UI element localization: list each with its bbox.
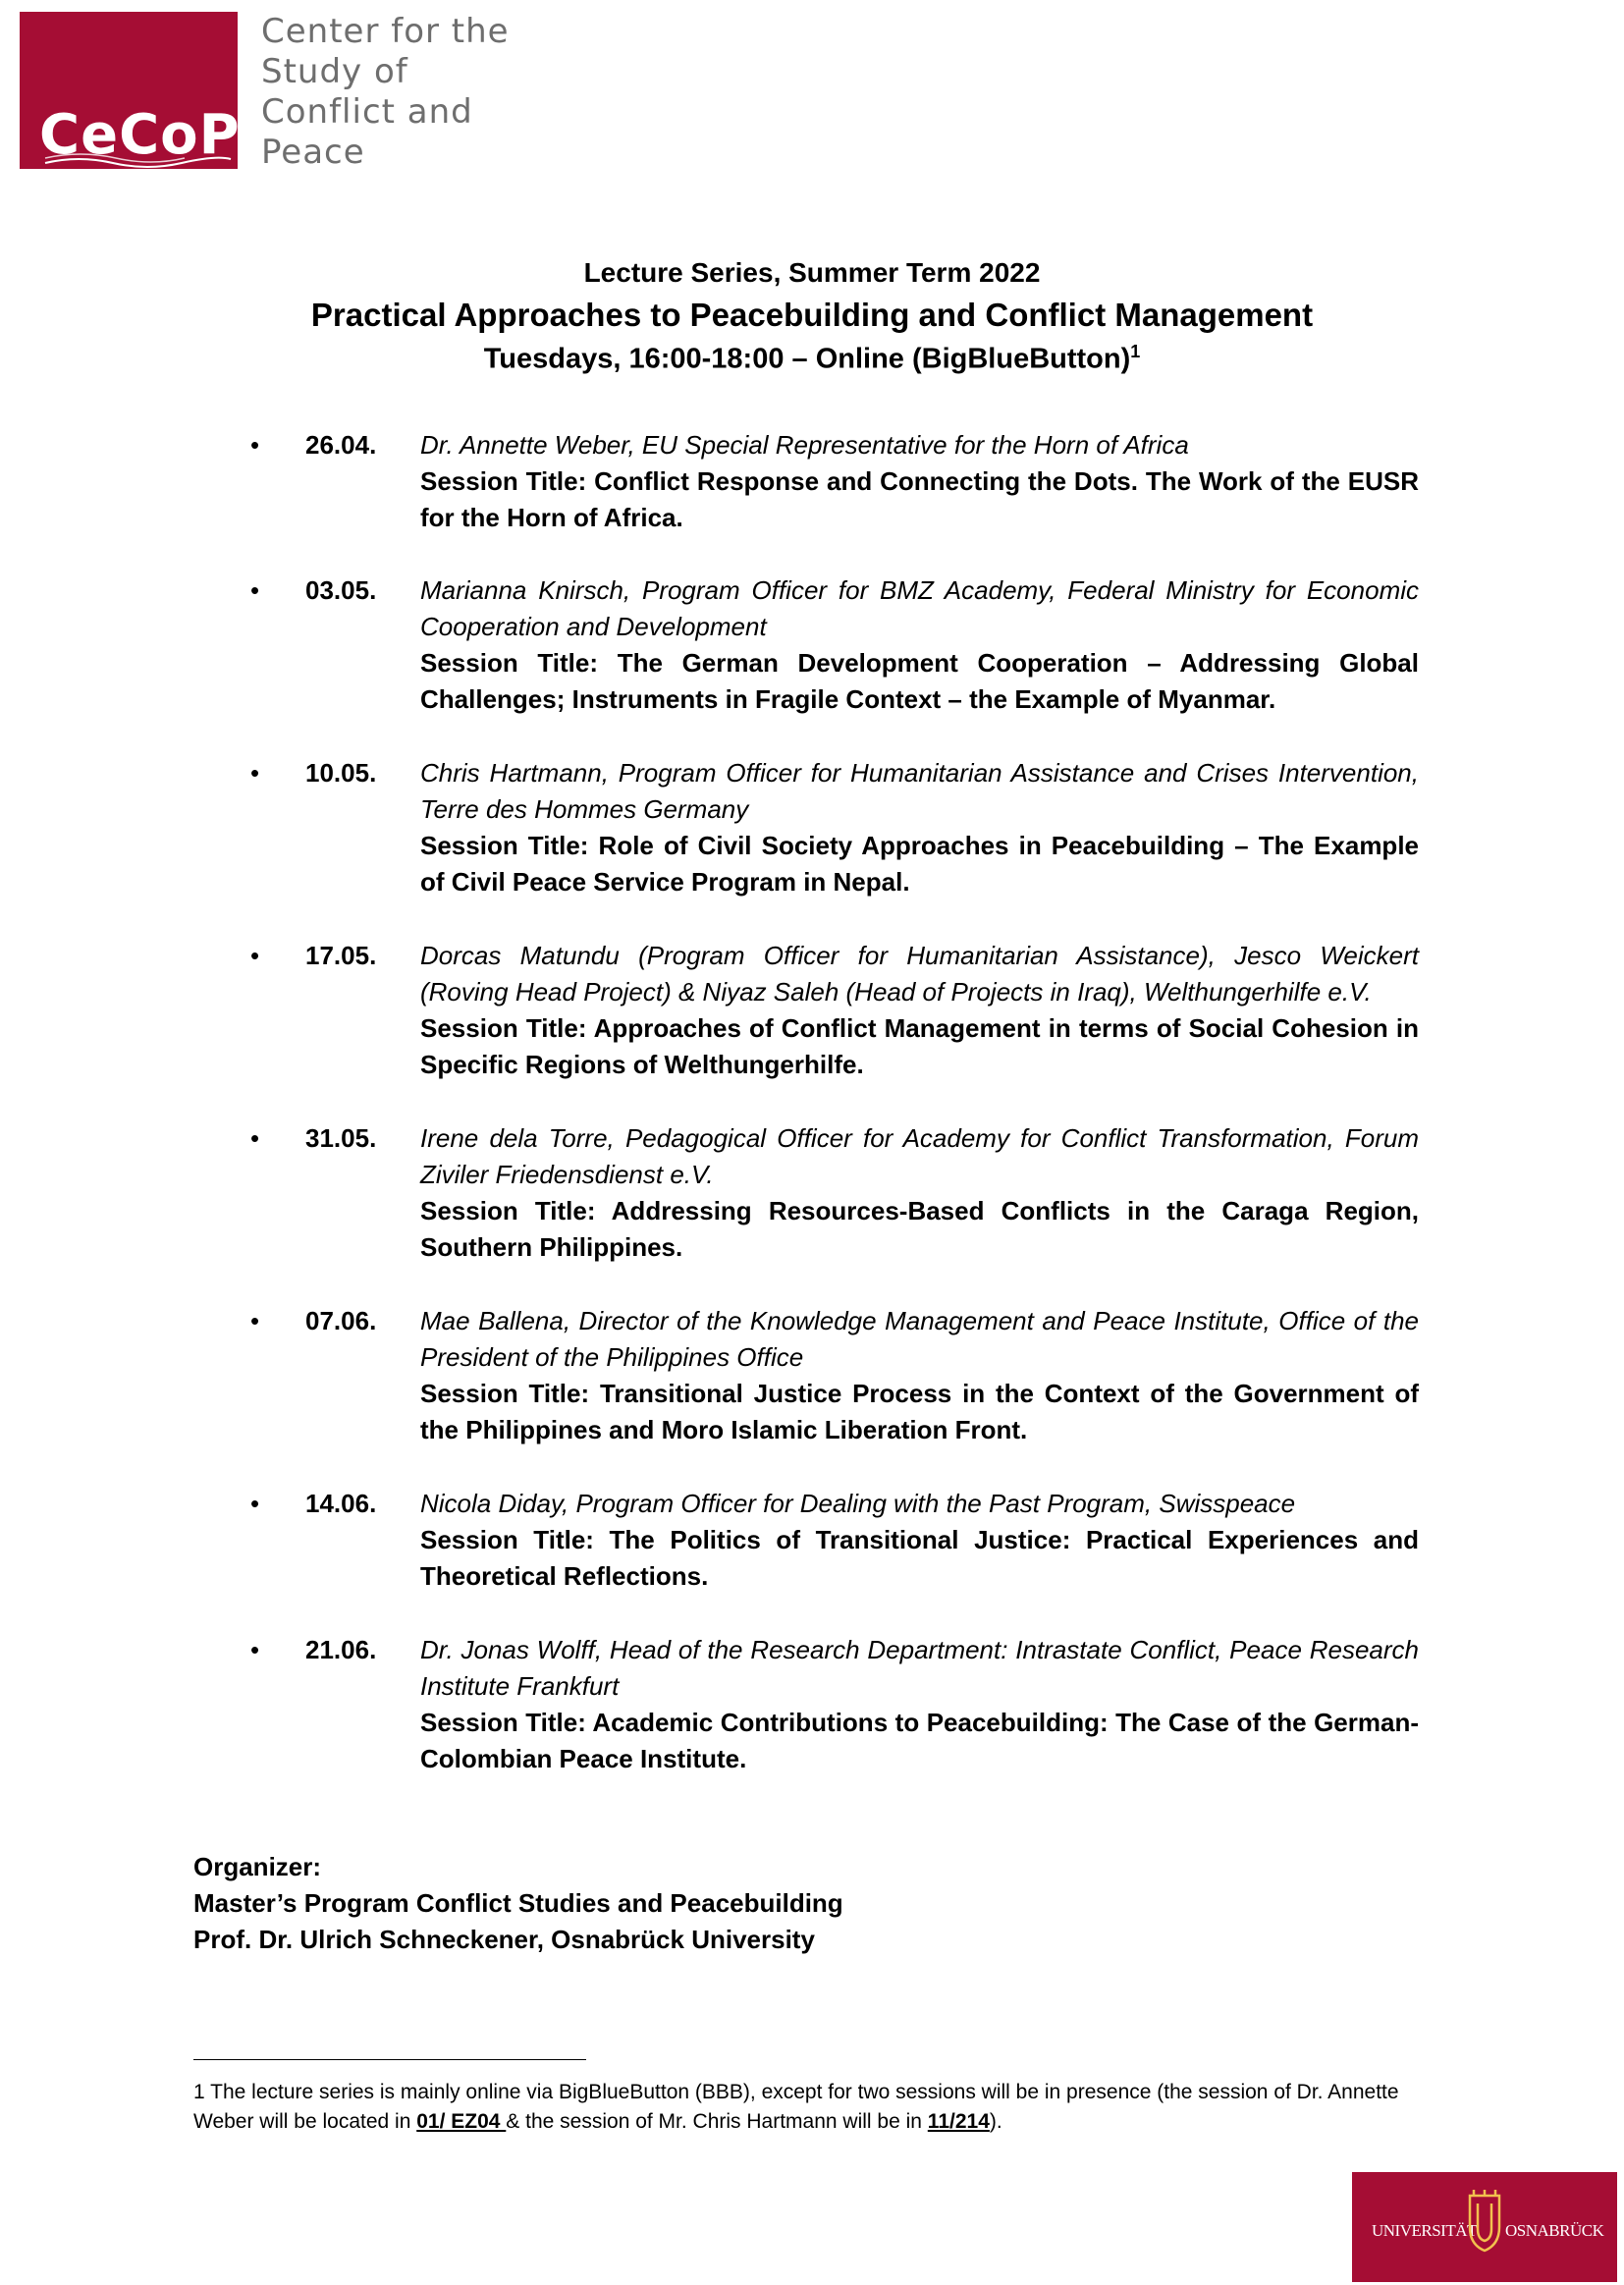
bullet-icon: • [250, 1489, 260, 1518]
session-item [250, 938, 1419, 1120]
logo-name-line: Peace [261, 133, 365, 172]
page-title: Practical Approaches to Peacebuilding and Conflict Management [310, 297, 1314, 333]
session-title: Session Title: Transitional Justice Process in the Context of the Government of the Philippines and Moro Islamic Liberation Front. [420, 1379, 1419, 1444]
session-date: 21.06. [305, 1635, 377, 1664]
session-title: Session Title: The German Development Cooperation – Addressing Global Challenges; Instruments in Fragile Context – the Example of Myanmar. [420, 648, 1419, 714]
footnote-number: 1 [193, 2081, 205, 2103]
session-date: 03.05. [305, 575, 377, 605]
lecture-series-heading: Lecture Series, Summer Term 2022 [583, 257, 1041, 288]
session-item [250, 427, 1419, 572]
session-date: 07.06. [305, 1306, 377, 1335]
university-logo [1352, 2172, 1617, 2282]
session-speaker: Irene dela Torre, Pedagogical Officer for Academy for Conflict Transformation, Forum Ziviler Friedensdienst e.V. [420, 1123, 1419, 1189]
session-date: 17.05. [305, 941, 377, 970]
bullet-icon: • [250, 1635, 260, 1664]
session-date: 31.05. [305, 1123, 377, 1153]
logo-organization-name [261, 12, 510, 173]
session-item [250, 572, 1419, 755]
bullet-icon: • [250, 941, 260, 970]
session-item [250, 1303, 1419, 1486]
logo-name-line: Center for the [261, 12, 510, 51]
session-item [250, 755, 1419, 938]
footnote [193, 2078, 1419, 2137]
session-title: Session Title: Academic Contributions to Peacebuilding: The Case of the German-Colombian Peace Institute. [420, 1708, 1419, 1773]
session-list [250, 427, 1419, 1779]
organizer-label: Organizer: [193, 1852, 322, 1881]
session-item [250, 1120, 1419, 1303]
bullet-icon: • [250, 575, 260, 605]
organizer-program: Master’s Program Conflict Studies and Peacebuilding [193, 1888, 843, 1918]
footnote-text: & the session of Mr. Chris Hartmann will be in [506, 2110, 928, 2133]
session-title: Session Title: Addressing Resources-Based Conflicts in the Caraga Region, Southern Philippines. [420, 1196, 1419, 1262]
schedule-text: Tuesdays, 16:00-18:00 – Online (BigBlueButton) [483, 343, 1131, 375]
session-date: 26.04. [305, 430, 377, 460]
bullet-icon: • [250, 1306, 260, 1335]
session-speaker: Mae Ballena, Director of the Knowledge Management and Peace Institute, Office of the President of the Philippines Office [420, 1306, 1419, 1372]
session-date: 14.06. [305, 1489, 377, 1518]
bullet-icon: • [250, 758, 260, 788]
session-title: Session Title: Role of Civil Society Approaches in Peacebuilding – The Example of Civil Peace Service Program in Nepal. [420, 831, 1419, 897]
session-date: 10.05. [305, 758, 377, 788]
session-speaker: Chris Hartmann, Program Officer for Humanitarian Assistance and Crises Intervention, Terre des Hommes Germany [420, 758, 1419, 824]
organizer-block [193, 1849, 843, 1958]
session-item [250, 1632, 1419, 1779]
footnote-text: The lecture series is mainly online via BigBlueButton (BBB), except for two sessions will be in presence (the session of Dr. Annette Weber will be located in [193, 2081, 1399, 2133]
session-speaker: Dr. Jonas Wolff, Head of the Research Department: Intrastate Conflict, Peace Research Institute Frankfurt [420, 1635, 1419, 1701]
session-speaker: Dr. Annette Weber, EU Special Representative for the Horn of Africa [420, 430, 1189, 460]
footnote-text: ). [989, 2110, 1002, 2133]
university-logo-left-text: UNIVERSITÄT [1372, 2221, 1477, 2240]
logo-name-line: Study of [261, 52, 408, 91]
university-logo-right-text: OSNABRÜCK [1505, 2221, 1604, 2240]
footnote-room-a: 01/ EZ04 [416, 2110, 507, 2133]
session-speaker: Marianna Knirsch, Program Officer for BMZ Academy, Federal Ministry for Economic Cooperation and Development [420, 575, 1419, 641]
bullet-icon: • [250, 1123, 260, 1153]
session-title: Session Title: The Politics of Transitional Justice: Practical Experiences and Theoretical Reflections. [420, 1525, 1419, 1591]
bullet-icon: • [250, 430, 260, 460]
session-item [250, 1486, 1419, 1632]
session-title: Session Title: Approaches of Conflict Management in terms of Social Cohesion in Specific Regions of Welthungerhilfe. [420, 1013, 1419, 1079]
session-speaker: Nicola Diday, Program Officer for Dealing with the Past Program, Swisspeace [420, 1489, 1296, 1518]
logo-name-line: Conflict and [261, 92, 473, 132]
logo-wordmark: CeCoP [39, 103, 241, 167]
cecop-logo [20, 12, 241, 169]
university-crest-icon [1466, 2190, 1503, 2253]
footnote-divider [193, 2059, 586, 2060]
footnote-room-b: 11/214 [927, 2110, 990, 2133]
session-title: Session Title: Conflict Response and Connecting the Dots. The Work of the EUSR for the Horn of Africa. [420, 466, 1419, 532]
session-speaker: Dorcas Matundu (Program Officer for Humanitarian Assistance), Jesco Weickert (Roving Head Project) & Niyaz Saleh (Head of Projects in Iraq), Welthungerhilfe e.V. [420, 941, 1419, 1006]
schedule-line [0, 342, 1624, 376]
organizer-person: Prof. Dr. Ulrich Schneckener, Osnabrück University [193, 1925, 815, 1954]
footnote-marker: 1 [1130, 342, 1141, 361]
